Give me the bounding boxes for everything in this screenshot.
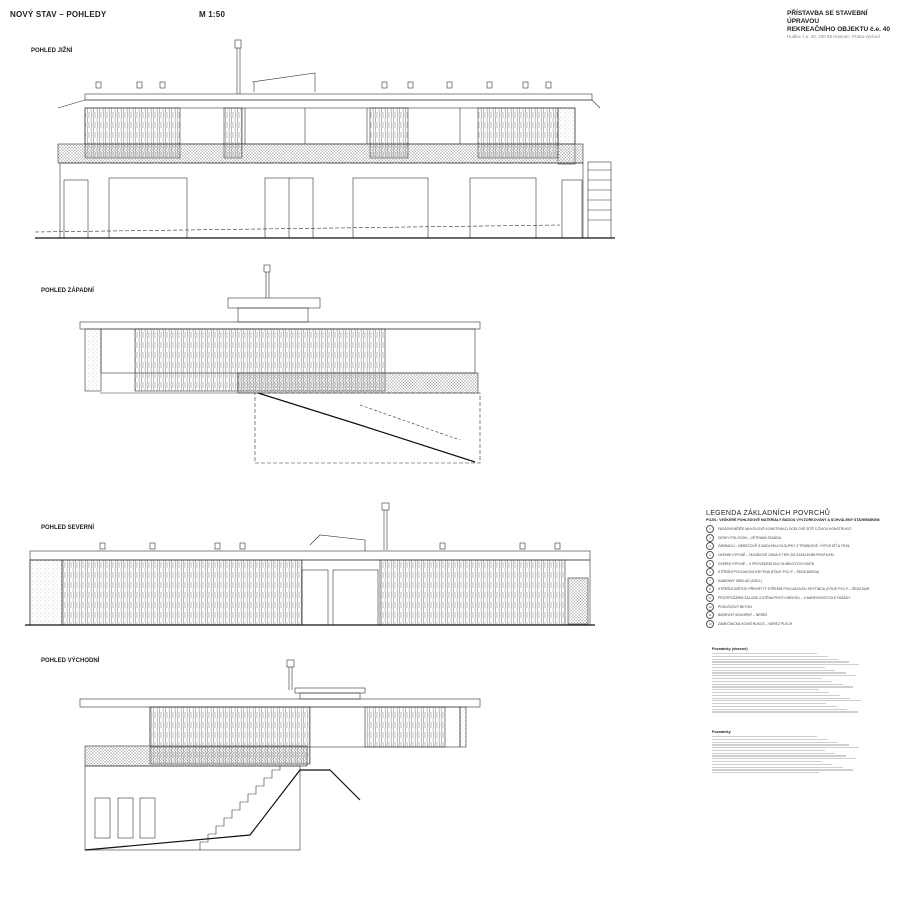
railing: [238, 373, 478, 393]
garage-door: [353, 178, 428, 238]
project-address: Hudlec č.e. 40, 250 68 Husinec, Praha-východ: [787, 34, 880, 39]
project-title-line1: PŘÍSTAVBA SE STAVEBNÍ ÚPRAVOU: [787, 10, 868, 25]
note-line: [712, 700, 861, 701]
note-line: [712, 692, 829, 693]
stone-cladding: [30, 560, 62, 625]
note-line: [712, 739, 828, 740]
legend-item-number: 2: [706, 534, 714, 542]
legend-item-text: KAMENNÝ OBKLAD (SOKL): [718, 578, 762, 583]
note-line: [712, 764, 832, 765]
legend-item-number: 1: [706, 525, 714, 533]
note-line: [712, 672, 846, 673]
skylight: [310, 535, 365, 551]
legend-item-text: BAREVNÝ SOUHRNÝ – NEREZ: [718, 613, 768, 618]
note-line: [712, 678, 822, 679]
legend-item-number: 11: [706, 611, 714, 619]
notes-heading: Poznámky: [712, 730, 731, 734]
elevation-east: [80, 660, 480, 850]
legend-item-text: STŘEŠNÍ SVĚTLÍK PŘEKRYTÝ STŘEŠNÍ POVLAKOVOU KRYTINOU (FÓLIE PVC-P – ŠEDÁ BAR: [718, 587, 870, 592]
general-notes: [712, 647, 862, 714]
elevation-west: [80, 265, 480, 463]
legend-item-text: FASÁDNÍ MŘÍŽE NA KOVOVÉ KONSTRUKCI OCELOVÉ SÍTĚ S ŽIVOU KONSTRUKCÍ: [718, 527, 852, 532]
skylight: [295, 688, 365, 693]
legend-item-number: 6: [706, 568, 714, 576]
legend-item-number: 5: [706, 560, 714, 568]
note-line: [712, 755, 846, 756]
sheet-title: NOVÝ STAV – POHLEDY: [10, 10, 107, 19]
note-line: [712, 742, 838, 743]
note-line: [712, 703, 826, 704]
note-line: [712, 684, 843, 685]
garage-door: [109, 178, 187, 238]
garage-door: [470, 178, 536, 238]
skylight: [252, 73, 315, 92]
legend-item: [706, 559, 886, 568]
note-line: [712, 711, 858, 712]
legend-item-number: 7: [706, 577, 714, 585]
railing: [58, 144, 583, 163]
view-title-south: POHLED JIŽNÍ: [31, 48, 73, 54]
legend-item: [706, 525, 886, 534]
legend-item-text: ZÁMEČNICKÁ KONSTRUKCE – NEREZ PLECH: [718, 621, 793, 626]
note-line: [712, 747, 859, 748]
legend-items: [706, 525, 886, 628]
note-line: [712, 744, 849, 745]
note-line: [712, 667, 825, 668]
notes: [712, 730, 862, 775]
note-line: [712, 695, 840, 696]
legend-item-number: 3: [706, 542, 714, 550]
exterior-stair: [588, 162, 611, 238]
legend-item-text: DESKY POLYGON – VĚTRANÁ FASÁDA: [718, 535, 781, 540]
note-line: [712, 698, 850, 699]
legend-item: [706, 585, 886, 594]
lower-floor: [85, 766, 300, 850]
legend-item-text: ZÁBRADLÍ – NEREZOVÉ S MADLEM A SLOUPKY Z TRUBKOVÉ, VÝPLŇ SÍŤ A TEXIL: [718, 544, 851, 549]
note-line: [712, 736, 817, 737]
chimney-cap: [235, 40, 241, 48]
terrain-line: [35, 225, 560, 232]
stone-cladding: [85, 329, 101, 391]
legend-item: [706, 577, 886, 586]
legend-note: POZN.: VEŠKERÉ POHLEDOVÉ MATERIÁLY BUDOU VYVZORKOVÁNY A SCHVÁLENY STAVEBNÍKEM: [706, 518, 880, 522]
legend-item: [706, 568, 886, 577]
note-line: [712, 675, 856, 676]
exterior-stair: [200, 766, 280, 850]
note-line: [712, 661, 849, 662]
door: [333, 570, 378, 625]
note-line: [712, 706, 837, 707]
legend-item-number: 10: [706, 603, 714, 611]
roof-edge: [58, 100, 600, 108]
note-line: [712, 653, 817, 654]
legend-item: [706, 542, 886, 551]
legend-item: [706, 602, 886, 611]
ground-floor: [60, 163, 583, 238]
terrain-line: [258, 393, 475, 462]
elevation-north: [25, 503, 595, 625]
note-line: [712, 772, 819, 773]
view-title-north: POHLED SEVERNÍ: [41, 525, 95, 531]
note-line: [712, 681, 832, 682]
note-line: [712, 689, 819, 690]
scale-label: M 1:50: [199, 10, 226, 19]
legend-item: [706, 620, 886, 629]
project-title-line2: REKREAČNÍHO OBJEKTU č.e. 40: [787, 26, 890, 33]
legend-item-number: 4: [706, 551, 714, 559]
roof-edge: [80, 322, 480, 329]
roof-parapet: [85, 94, 592, 100]
note-line: [712, 686, 853, 687]
railing: [85, 746, 307, 766]
legend-item: [706, 594, 886, 603]
green-facade: [62, 560, 302, 625]
legend-item-text: DVEŘNÍ VÝPLNĚ – V PROVEDENÍ DLE HLINÍKOVÝCH OKEN: [718, 561, 815, 566]
note-line: [712, 769, 853, 770]
legend-item-text: PROTIPOŽÁRNÍ ŽALUZIE A STĚNA PROTI OBRYSU – V BAREVNOSTI DLE FASÁDY: [718, 596, 851, 601]
note-line: [712, 664, 859, 665]
legend-item-text: POHLEDOVÝ BETON: [718, 604, 752, 609]
elevation-south: [35, 40, 615, 238]
legend-item: [706, 551, 886, 560]
roof-edge: [80, 699, 480, 707]
note-line: [712, 656, 828, 657]
skylight: [228, 298, 320, 308]
legend-item-text: STŘEŠNÍ POVLAKOVÁ KRYTINA (FÓLIE PVC-P – ŠEDÁ BARVA): [718, 570, 820, 575]
legend-item: [706, 534, 886, 543]
legend-item-number: 9: [706, 594, 714, 602]
view-title-east: POHLED VÝCHODNÍ: [41, 658, 100, 664]
legend-item-number: 8: [706, 585, 714, 593]
legend-item-number: 12: [706, 620, 714, 628]
roof-vents: [100, 543, 560, 549]
note-line: [712, 758, 856, 759]
roof-vents: [96, 82, 551, 88]
legend-item: [706, 611, 886, 620]
note-line: [712, 753, 835, 754]
legend-item-text: OKENNÍ VÝPLNĚ – HLINÍKOVÉ OKNA S TEPLÝM ZASKLENÍM PROFILEM: [718, 553, 834, 558]
general-notes-heading: Poznámky (obecné): [712, 647, 748, 651]
note-line: [712, 767, 843, 768]
note-line: [712, 750, 825, 751]
roof-edge: [30, 551, 590, 560]
note-line: [712, 709, 847, 710]
note-line: [712, 670, 835, 671]
legend-title: LEGENDA ZÁKLADNÍCH POVRCHŮ: [706, 510, 831, 517]
view-title-west: POHLED ZÁPADNÍ: [41, 288, 94, 294]
note-line: [712, 659, 838, 660]
note-line: [712, 761, 822, 762]
legend: [706, 510, 886, 628]
